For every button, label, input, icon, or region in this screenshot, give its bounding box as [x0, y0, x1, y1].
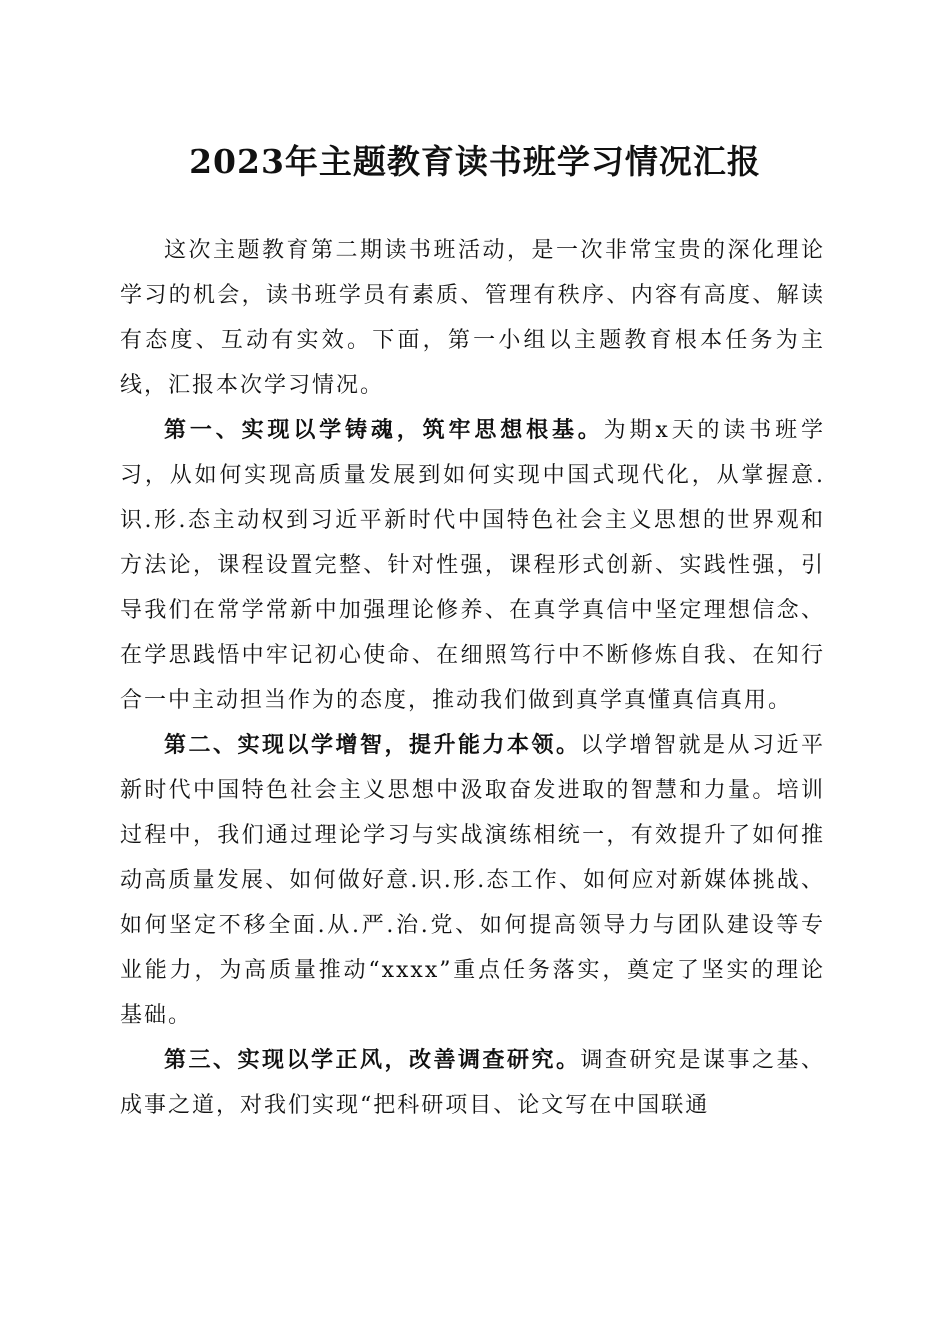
paragraph-text: 为期x天的读书班学习，从如何实现高质量发展到如何实现中国式现代化，从掌握意.识.形.态主动权到习近平新时代中国特色社会主义思想的世界观和方法论，课程设置完整、针对性强，课程形式创新、实践性强，引导我们在常学常新中加强理论修养、在真学真信中坚定理想信念、在学思践悟中牢记初心使命、在细照笃行中不断修炼自我、在知行合一中主动担当作为的态度，推动我们做到真学真懂真信真用。 — [120, 418, 825, 713]
paragraph-text: 这次主题教育第二期读书班活动，是一次非常宝贵的深化理论学习的机会，读书班学员有素质、管理有秩序、内容有高度、解读有态度、互动有实效。下面，第一小组以主题教育根本任务为主线，汇报本次学习情况。 — [120, 238, 825, 398]
paragraph-text: 以学增智就是从习近平新时代中国特色社会主义思想中汲取奋发进取的智慧和力量。培训过程中，我们通过理论学习与实战演练相统一，有效提升了如何推动高质量发展、如何做好意.识.形.态工作、如何应对新媒体挑战、如何坚定不移全面.从.严.治.党、如何提高领导力与团队建设等专业能力，为高质量推动“xxxx”重点任务落实，奠定了坚实的理论基础。 — [120, 733, 825, 1028]
paragraph-section-3 — [120, 1038, 825, 1128]
section-heading: 第三、实现以学正风，改善调查研究。 — [164, 1047, 581, 1073]
paragraph-section-1 — [120, 408, 825, 723]
document-title: 2023年主题教育读书班学习情况汇报 — [189, 142, 761, 181]
section-heading: 第二、实现以学增智，提升能力本领。 — [164, 732, 581, 758]
paragraph-text: 调查研究是谋事之基、成事之道，对我们实现“把科研项目、论文写在中国联通 — [120, 1048, 825, 1118]
document-body — [120, 228, 825, 1128]
paragraph-section-2 — [120, 723, 825, 1038]
section-heading: 第一、实现以学铸魂，筑牢思想根基。 — [164, 417, 604, 443]
paragraph-intro — [120, 228, 825, 408]
